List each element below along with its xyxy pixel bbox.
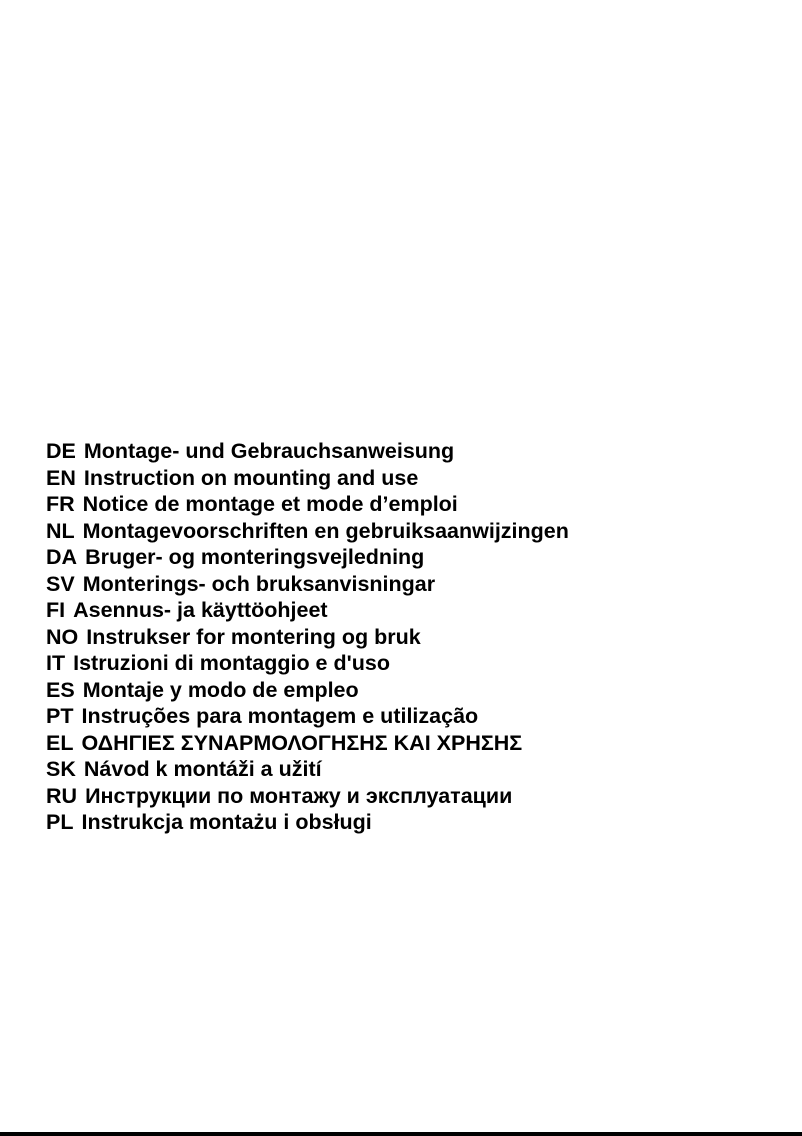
language-code: EL <box>46 730 74 755</box>
language-item-de <box>46 438 569 465</box>
language-code: FR <box>46 492 75 516</box>
language-code: FI <box>46 598 66 622</box>
language-title: Istruzioni di montaggio e d'uso <box>73 651 390 675</box>
language-code: ES <box>46 677 75 702</box>
language-item-no <box>46 624 569 651</box>
language-title: Instruction on mounting and use <box>83 465 419 490</box>
bottom-border-line <box>0 1132 802 1136</box>
language-title: Montaje y modo de empleo <box>82 677 359 702</box>
language-code: RU <box>46 783 78 808</box>
language-title: Instrukcja montażu i obsługi <box>81 810 372 834</box>
language-title: Monterings- och bruksanvisningar <box>82 571 436 596</box>
language-item-pl <box>46 809 569 836</box>
language-code: DA <box>46 545 78 569</box>
language-code: SV <box>46 571 75 596</box>
language-title: Asennus- ja käyttöohjeet <box>73 598 328 622</box>
language-title: Montage- und Gebrauchsanweisung <box>83 439 455 463</box>
language-code: PL <box>46 810 74 834</box>
language-code: SK <box>46 757 76 781</box>
language-code: PT <box>46 704 74 728</box>
language-title: Notice de montage et mode d’emploi <box>82 492 458 516</box>
language-item-el <box>46 730 569 757</box>
language-item-es <box>46 677 569 704</box>
language-item-it <box>46 650 569 677</box>
language-item-sv <box>46 571 569 598</box>
language-title: Montagevoorschriften en gebruiksaanwijzingen <box>82 518 569 543</box>
language-title: ΟΔΗΓΙΕΣ ΣΥΝΑΡΜΟΛΟΓΗΣΗΣ ΚΑΙ ΧΡΗΣΗΣ <box>81 730 523 755</box>
language-item-ru <box>46 783 569 810</box>
language-item-pt <box>46 703 569 730</box>
language-item-en <box>46 465 569 492</box>
language-title: Návod k montáži a užití <box>83 757 322 781</box>
language-list <box>46 438 569 836</box>
language-code: NL <box>46 518 75 543</box>
language-code: IT <box>46 651 66 675</box>
language-title: Инструкции по монтажу и эксплуатации <box>85 783 513 808</box>
language-title: Instrukser for montering og bruk <box>86 624 421 649</box>
language-code: NO <box>46 624 79 649</box>
language-title: Instruções para montagem e utilização <box>81 704 479 728</box>
language-item-sk <box>46 756 569 783</box>
language-item-fr <box>46 491 569 518</box>
language-code: EN <box>46 465 76 490</box>
language-title: Bruger- og monteringsvejledning <box>85 545 425 569</box>
language-item-nl <box>46 518 569 545</box>
language-item-da <box>46 544 569 571</box>
language-code: DE <box>46 439 76 463</box>
language-item-fi <box>46 597 569 624</box>
